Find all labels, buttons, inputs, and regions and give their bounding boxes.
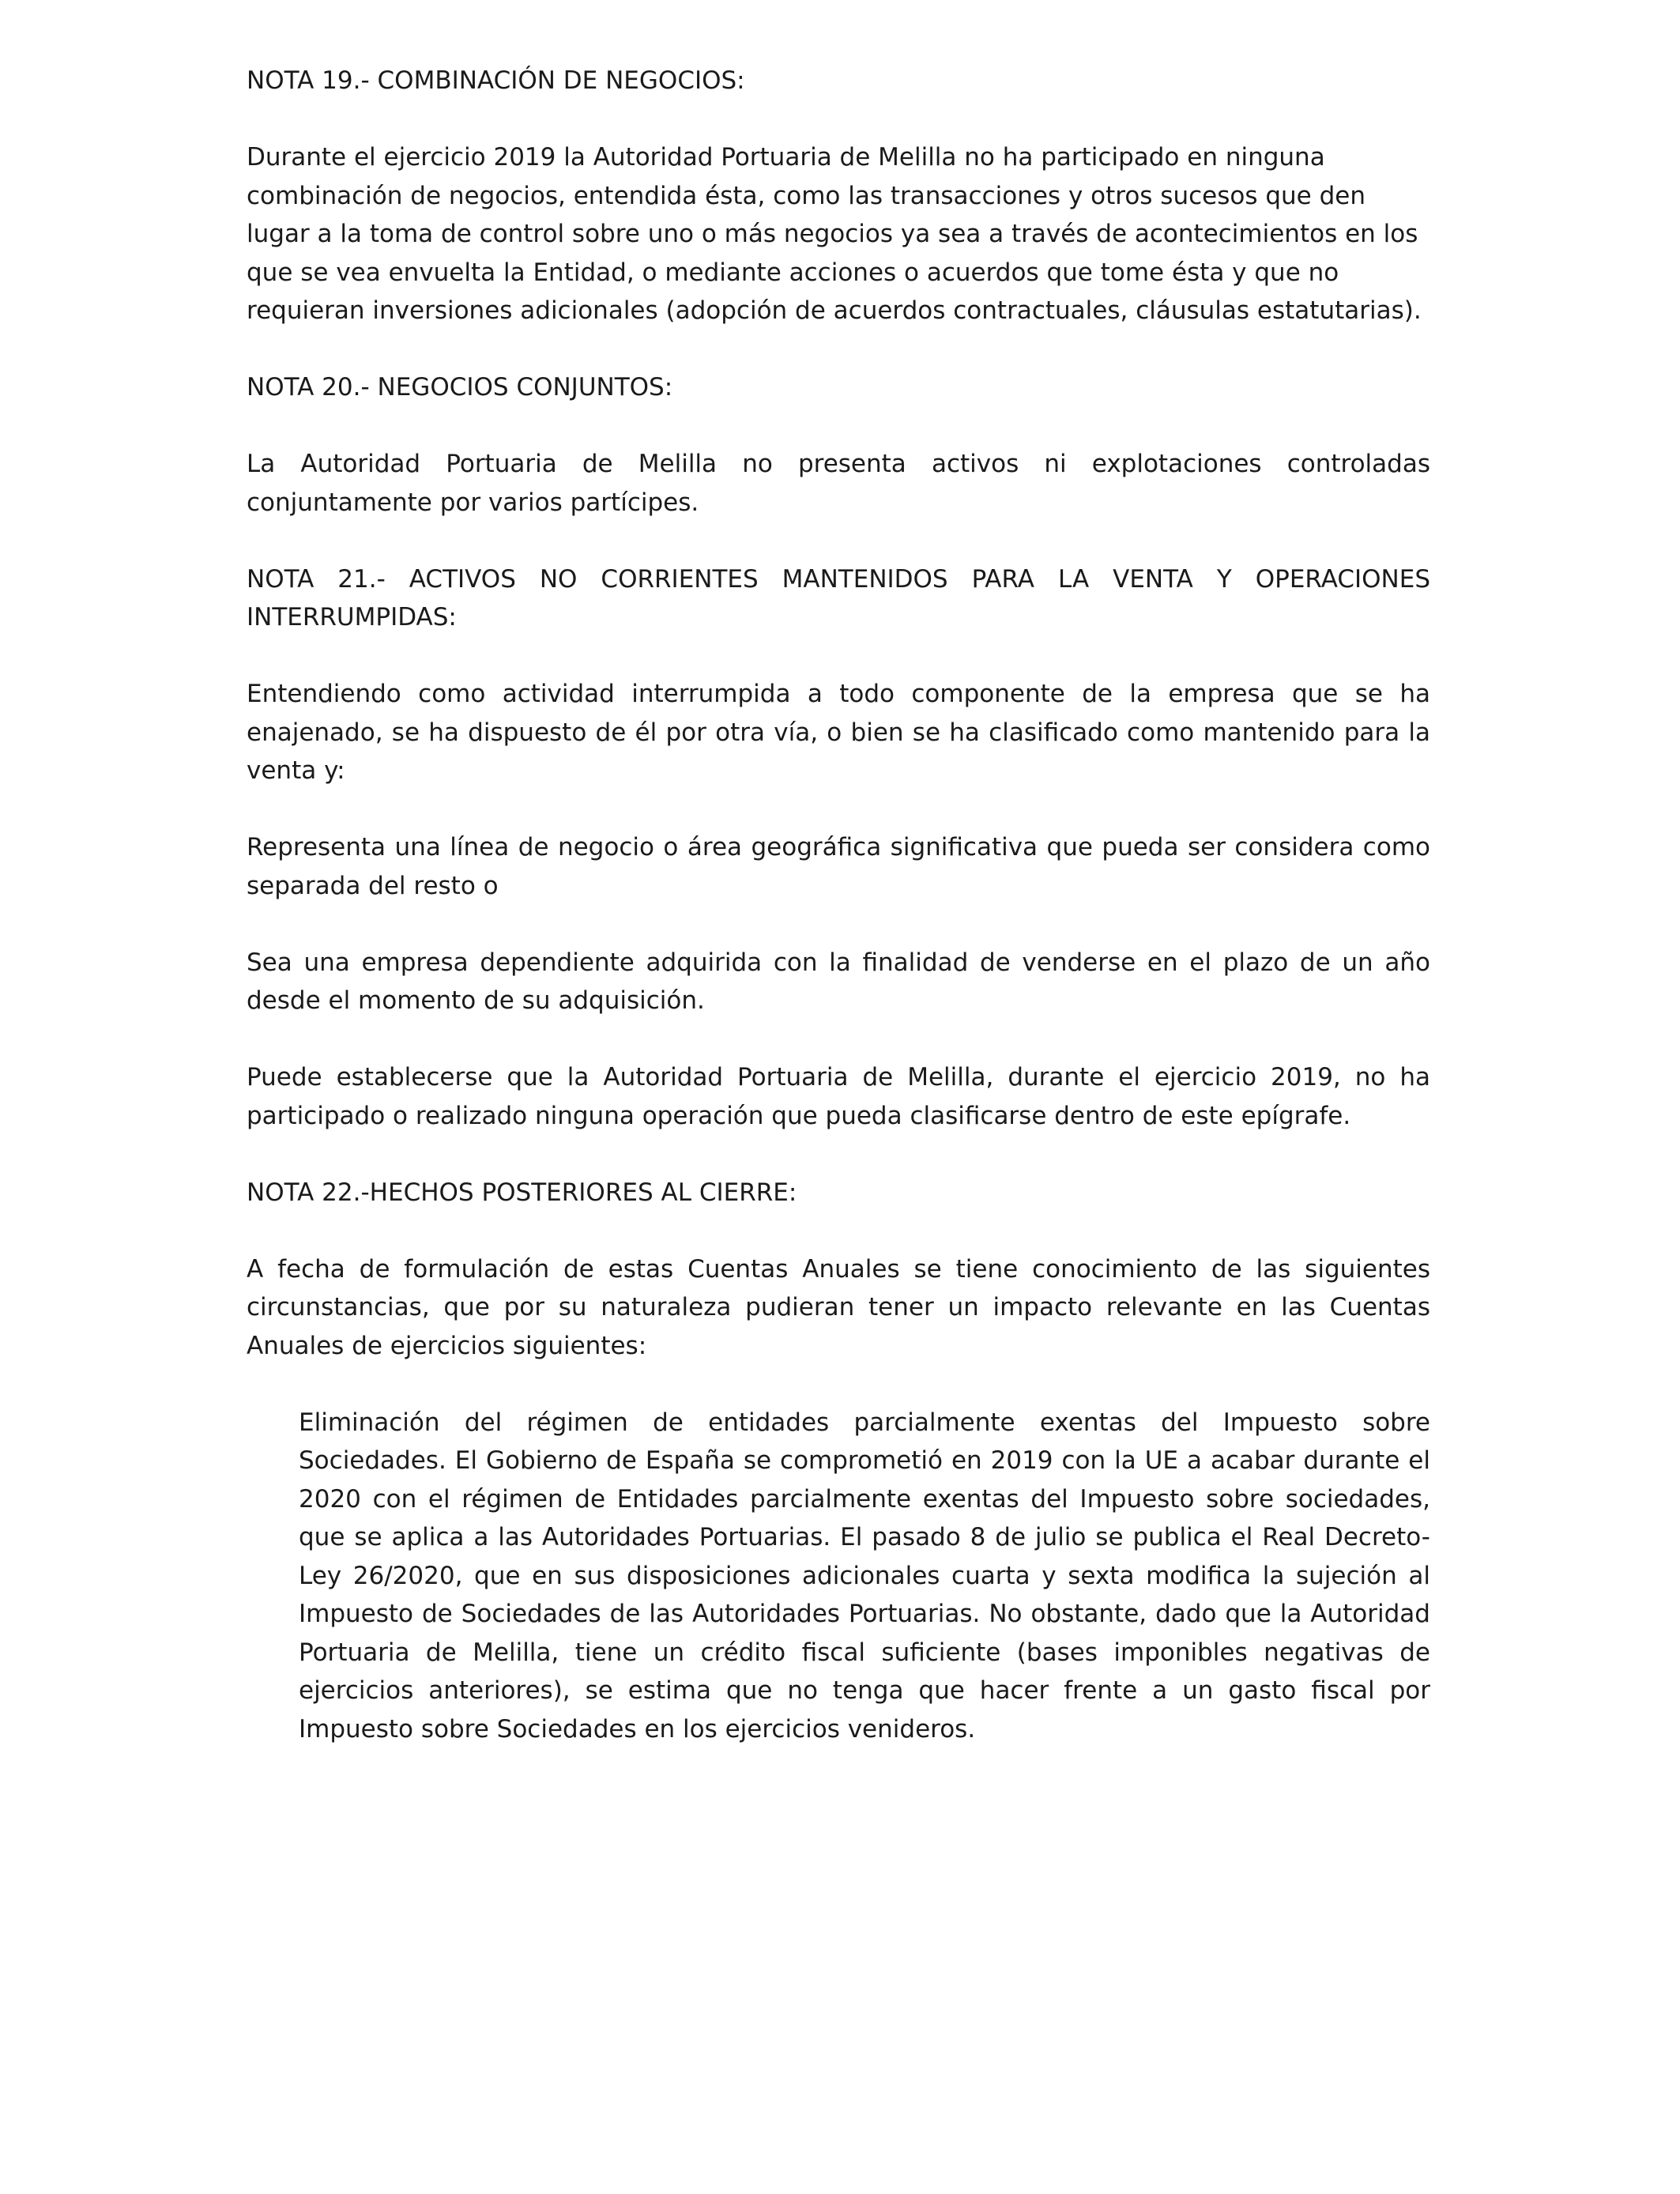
heading-text: NOTA 21.- ACTIVOS NO CORRIENTES MANTENIDOS PARA LA VENTA Y OPERACIONES INTERRUMPIDAS:	[247, 564, 1430, 631]
heading-text: NOTA 22.-HECHOS POSTERIORES AL CIERRE:	[247, 1178, 797, 1207]
paragraph: Entendiendo como actividad interrumpida a todo componente de la empresa que se ha enajenado, se ha dispuesto de él por otra vía, o bien se ha clasificado como mantenido para la venta y:	[247, 680, 1430, 785]
nota-22-heading	[247, 1174, 1430, 1212]
nota-19-body	[247, 138, 1430, 330]
paragraph: Eliminación del régimen de entidades parcialmente exentas del Impuesto sobre Sociedades. El Gobierno de España se comprometió en 2019 con la UE a acabar durante el 2020 con el régimen de Entidades parcialmente exentas del Impuesto sobre sociedades, que se aplica a las Autoridades Portuarias. El pasado 8 de julio se publica el Real Decreto-Ley 26/2020, que en sus disposiciones adicionales cuarta y sexta modifica la sujeción al Impuesto de Sociedades de las Autoridades Portuarias. No obstante, dado que la Autoridad Portuaria de Melilla, tiene un crédito fiscal suficiente (bases imponibles negativas de ejercicios anteriores), se estima que no tenga que hacer frente a un gasto fiscal por Impuesto sobre Sociedades en los ejercicios venideros.	[299, 1408, 1430, 1744]
paragraph: Sea una empresa dependiente adquirida con la finalidad de venderse en el plazo de un año desde el momento de su adquisición.	[247, 948, 1430, 1015]
nota-22-intro	[247, 1250, 1430, 1366]
paragraph: A fecha de formulación de estas Cuentas Anuales se tiene conocimiento de las siguientes circunstancias, que por su naturaleza pudieran tener un impacto relevante en las Cuentas Anuales de ejercicios siguientes:	[247, 1254, 1430, 1360]
paragraph: Durante el ejercicio 2019 la Autoridad Portuaria de Melilla no ha participado en ninguna combinación de negocios, entendida ésta, como las transacciones y otros sucesos que den lugar a la toma de control sobre uno o más negocios ya sea a través de acontecimientos en los que se vea envuelta la Entidad, o mediante acciones o acuerdos que tome ésta y que no	[247, 143, 1418, 287]
paragraph: Representa una línea de negocio o área geográfica significativa que pueda ser considera como separada del resto o	[247, 833, 1430, 900]
nota-21-conclusion	[247, 1058, 1430, 1135]
nota-19-heading	[247, 62, 1430, 100]
heading-text: NOTA 20.- NEGOCIOS CONJUNTOS:	[247, 373, 673, 401]
paragraph: requieran inversiones adicionales (adopción de acuerdos contractuales, cláusulas estatutarias).	[247, 296, 1422, 325]
heading-text: NOTA 19.- COMBINACIÓN DE NEGOCIOS:	[247, 66, 745, 95]
nota-21-item-1	[247, 828, 1430, 905]
nota-21-item-2	[247, 944, 1430, 1020]
nota-22-item	[299, 1404, 1430, 1749]
nota-21-heading	[247, 560, 1430, 637]
nota-20-body	[247, 445, 1430, 522]
nota-20-heading	[247, 368, 1430, 407]
document-page	[247, 62, 1430, 1787]
paragraph: La Autoridad Portuaria de Melilla no presenta activos ni explotaciones controladas conjuntamente por varios partícipes.	[247, 450, 1430, 517]
nota-21-intro	[247, 675, 1430, 790]
paragraph: Puede establecerse que la Autoridad Portuaria de Melilla, durante el ejercicio 2019, no ha participado o realizado ninguna operación que pueda clasificarse dentro de este epígrafe.	[247, 1063, 1430, 1130]
